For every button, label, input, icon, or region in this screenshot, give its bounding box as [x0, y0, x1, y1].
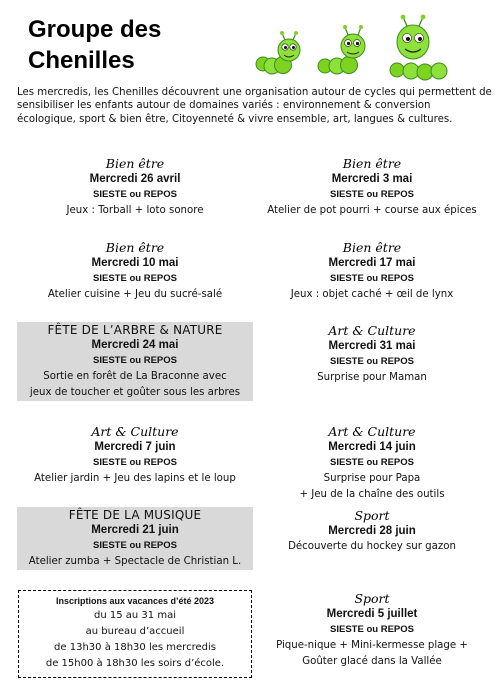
event-sieste: SIESTE ou REPOS — [17, 353, 253, 369]
event-block — [17, 240, 253, 303]
caterpillars-illustration — [255, 14, 495, 84]
event-activity: Atelier zumba + Spectacle de Christian L. — [17, 554, 253, 570]
event-block — [254, 424, 490, 503]
event-category: Bien être — [342, 240, 402, 255]
event-category: Sport — [354, 591, 390, 606]
event-category: Sport — [354, 508, 390, 523]
event-block — [254, 323, 490, 386]
page-title: Groupe des Chenilles — [28, 16, 162, 74]
event-category: Bien être — [105, 240, 165, 255]
event-sieste: SIESTE ou REPOS — [93, 457, 177, 468]
event-date: Mercredi 5 juillet — [326, 608, 418, 620]
event-date: Mercredi 7 juin — [94, 441, 176, 453]
event-category: Art & Culture — [328, 424, 416, 439]
event-sieste: SIESTE ou REPOS — [330, 189, 414, 200]
event-date: Mercredi 10 mai — [91, 257, 179, 269]
event-activity: Découverte du hockey sur gazon — [288, 541, 456, 552]
inscriptions-title: Inscriptions aux vacances d’été 2023 — [55, 596, 215, 606]
intro-paragraph: Les mercredis, les Chenilles découvrent une organisation autour de cycles qui permettent de sensibiliser les enfants autour de domaines variés : environnement & conversion écologique, sport & bien être, Citoyenneté & vivre ensemble, art, langues & cultures. — [17, 87, 492, 125]
event-block — [17, 156, 253, 219]
event-date: Mercredi 24 mai — [17, 338, 253, 353]
event-date: Mercredi 28 juin — [328, 525, 416, 537]
event-activity: + Jeu de la chaîne des outils — [299, 489, 445, 500]
event-date: Mercredi 26 avril — [89, 173, 181, 185]
event-block — [17, 424, 253, 487]
event-category: FÊTE DE L’ARBRE & NATURE — [17, 322, 253, 338]
event-category: Bien être — [342, 156, 402, 171]
event-sieste: SIESTE ou REPOS — [17, 538, 253, 554]
event-sieste: SIESTE ou REPOS — [93, 273, 177, 284]
caterpillar-icon — [390, 15, 447, 80]
event-date: Mercredi 3 mai — [331, 173, 413, 185]
event-date: Mercredi 14 juin — [328, 441, 416, 453]
event-sieste: SIESTE ou REPOS — [330, 457, 414, 468]
event-category: Art & Culture — [328, 323, 416, 338]
event-category: FÊTE DE LA MUSIQUE — [17, 507, 253, 523]
event-activity: Surprise pour Papa — [323, 473, 421, 484]
event-activity: Jeux : objet caché + œil de lynx — [290, 289, 454, 300]
event-sieste: SIESTE ou REPOS — [330, 273, 414, 284]
event-activity: Atelier de pot pourri + course aux épices — [267, 205, 477, 216]
event-sieste: SIESTE ou REPOS — [93, 189, 177, 200]
event-category: Bien être — [105, 156, 165, 171]
event-date: Mercredi 21 juin — [17, 523, 253, 538]
event-activity: Pique-nique + Mini-kermesse plage + — [276, 640, 468, 651]
event-category: Art & Culture — [91, 424, 179, 439]
caterpillar-icon — [318, 25, 365, 74]
event-block-highlight — [17, 507, 253, 570]
event-block — [254, 591, 490, 670]
event-sieste: SIESTE ou REPOS — [330, 624, 414, 635]
event-activity: Jeux : Torball + loto sonore — [66, 205, 204, 216]
event-sieste: SIESTE ou REPOS — [330, 356, 414, 367]
event-block — [254, 156, 490, 219]
event-block — [254, 240, 490, 303]
event-activity: jeux de toucher et goûter sous les arbres — [17, 385, 253, 401]
event-block — [254, 508, 490, 555]
event-activity: Surprise pour Maman — [317, 372, 427, 383]
event-activity: Goûter glacé dans la Vallée — [302, 656, 442, 667]
caterpillar-icon — [256, 31, 300, 74]
event-activity: Sortie en forêt de La Braconne avec — [17, 369, 253, 385]
event-date: Mercredi 17 mai — [328, 257, 416, 269]
inscriptions-line: de 15h00 à 18h30 les soirs d’école. — [45, 658, 225, 669]
event-activity: Atelier jardin + Jeu des lapins et le loup — [34, 473, 236, 484]
inscriptions-box — [18, 590, 252, 678]
inscriptions-line: de 13h30 à 18h30 les mercredis — [54, 642, 216, 653]
event-block-highlight — [17, 322, 253, 401]
inscriptions-line: au bureau d’accueil — [85, 626, 185, 637]
inscriptions-line: du 15 au 31 mai — [94, 610, 176, 621]
event-date: Mercredi 31 mai — [328, 340, 416, 352]
event-activity: Atelier cuisine + Jeu du sucré-salé — [47, 289, 223, 300]
